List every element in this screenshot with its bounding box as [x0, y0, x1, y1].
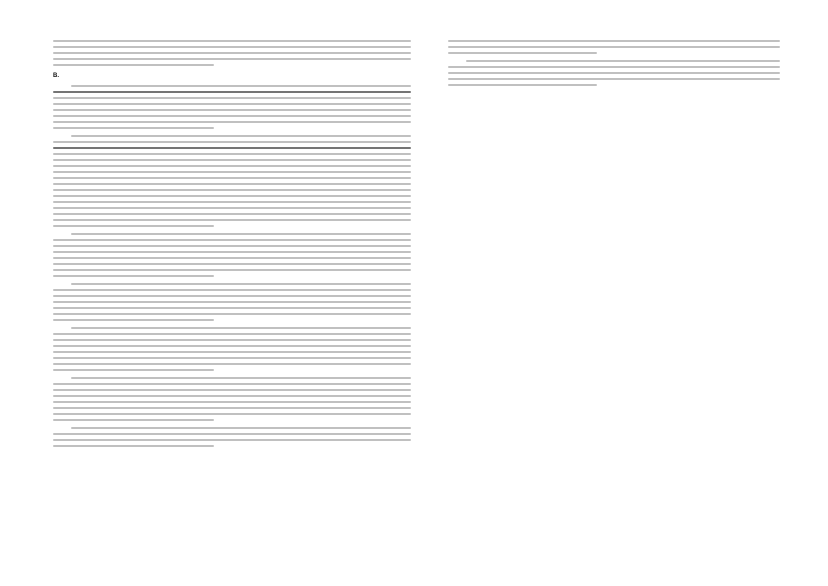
paragraph-5-lines [53, 327, 411, 371]
paragraph-2 [53, 135, 411, 227]
right-column [448, 40, 780, 92]
paragraph-3 [53, 233, 411, 277]
paragraph-4-lines [53, 283, 411, 321]
paragraph-1-lines [53, 85, 411, 129]
paragraph-2-lines [53, 135, 411, 227]
paragraph-3-lines [53, 233, 411, 277]
paragraph-4 [53, 283, 411, 321]
right-paragraph-2-lines [448, 60, 780, 86]
intro-paragraph-lines [53, 40, 411, 66]
right-paragraph-1 [448, 40, 780, 54]
paragraph-7 [53, 427, 411, 447]
section-heading-number: B. [53, 73, 59, 79]
left-column [53, 40, 411, 453]
right-paragraph-1-lines [448, 40, 780, 54]
intro-paragraph [53, 40, 411, 66]
paragraph-7-lines [53, 427, 411, 447]
paragraph-1 [53, 85, 411, 129]
section-heading [53, 72, 411, 80]
paragraph-6 [53, 377, 411, 421]
right-paragraph-2 [448, 60, 780, 86]
paragraph-5 [53, 327, 411, 371]
paragraph-6-lines [53, 377, 411, 421]
